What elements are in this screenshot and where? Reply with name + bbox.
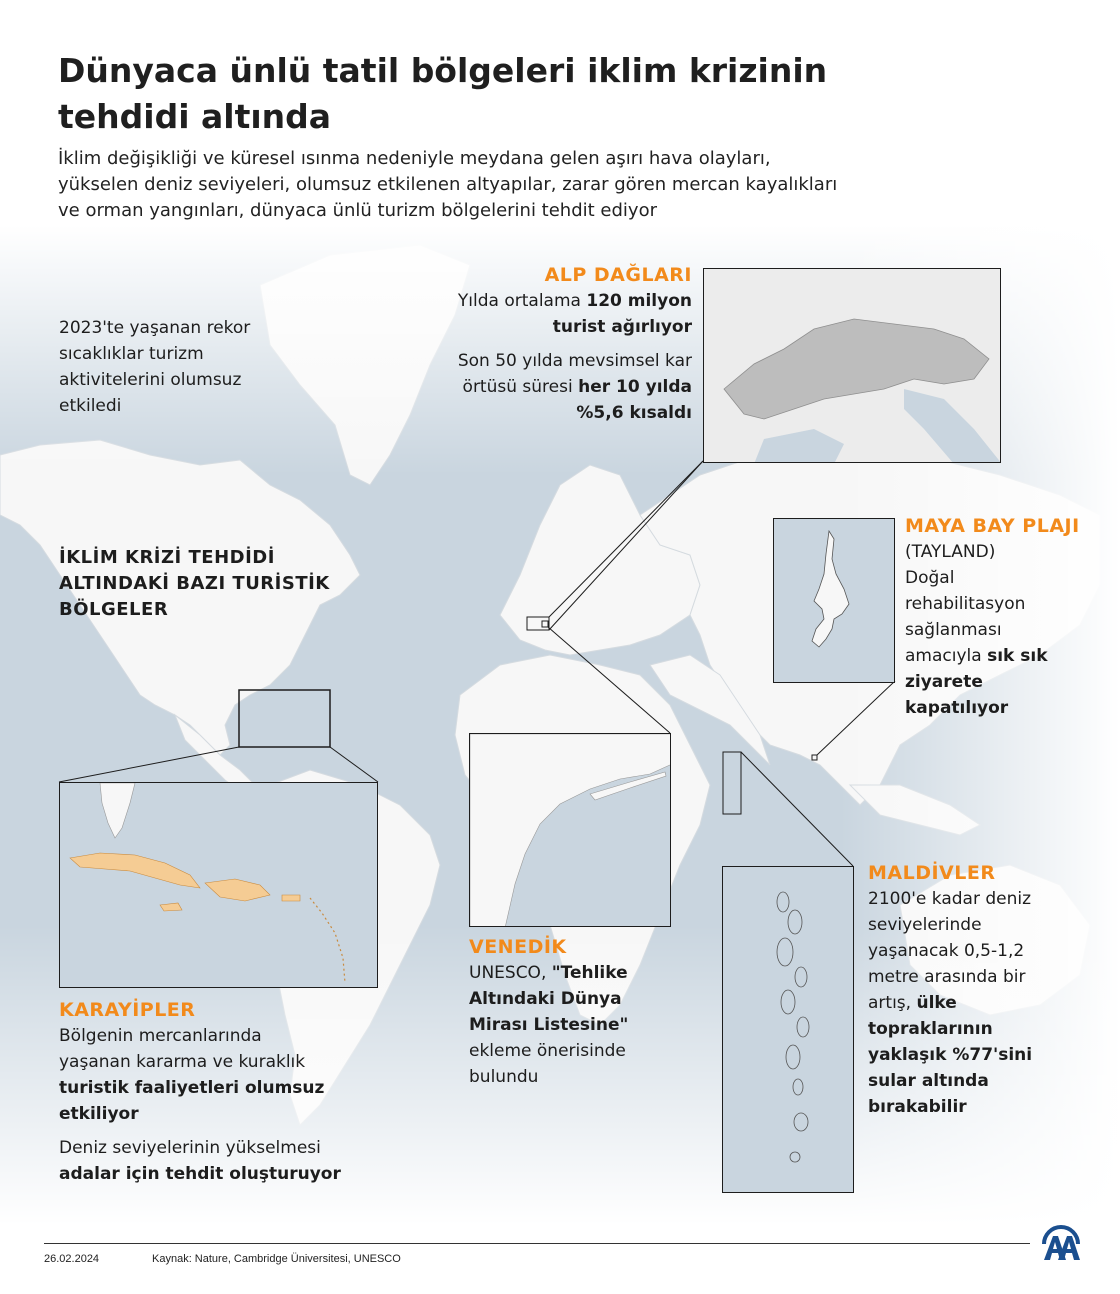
maya-bay-line-1: Doğal xyxy=(905,568,955,588)
intro-line-4: etkiledi xyxy=(59,396,122,416)
title-line-2: tehdidi altında xyxy=(58,97,332,136)
footer-date: 26.02.2024 xyxy=(44,1253,100,1265)
puerto-rico xyxy=(282,895,300,901)
maldives-line-9: bırakabilir xyxy=(868,1097,967,1117)
maya-bay-line-2: rehabilitasyon xyxy=(905,594,1026,614)
maldives-marker xyxy=(723,752,741,814)
maldives-line-7: yaklaşık %77'sini xyxy=(868,1045,1033,1065)
maya-bay-line-6: kapatılıyor xyxy=(905,698,1009,718)
alps-connector-bottom xyxy=(549,461,703,630)
atoll xyxy=(797,1017,809,1037)
atoll xyxy=(790,1152,800,1162)
venice-text xyxy=(469,934,679,1090)
florida xyxy=(100,783,135,838)
venice-lagoon xyxy=(470,734,671,927)
venice-line-4: ekleme önerisinde xyxy=(469,1041,626,1061)
maldives-line-1: 2100'e kadar deniz xyxy=(868,889,1032,909)
atoll xyxy=(794,1113,808,1131)
atoll xyxy=(793,1079,803,1095)
maldives-inset-map xyxy=(722,866,854,1193)
hispaniola xyxy=(205,879,270,901)
alps-marker xyxy=(527,617,549,630)
caribbean-line-1: Bölgenin mercanlarında xyxy=(59,1026,262,1046)
maya-bay-line-5: ziyarete xyxy=(905,672,983,692)
venice-line-1a: UNESCO, xyxy=(469,963,552,983)
maya-bay-title: MAYA BAY PLAJI xyxy=(905,515,1080,537)
caribbean-fact-2 xyxy=(59,1135,389,1187)
maya-bay-inset-map xyxy=(773,518,895,683)
alps-fact-2 xyxy=(400,348,692,426)
caribbean-line-2: yaşanan kararma ve kuraklık xyxy=(59,1052,306,1072)
caribbean-line-5: Deniz seviyelerinin yükselmesi xyxy=(59,1138,321,1158)
intro-line-2: sıcaklıklar turizm xyxy=(59,344,204,364)
alps-fact-2d: %5,6 kısaldı xyxy=(576,403,692,423)
alps-fact-1c: turist ağırlıyor xyxy=(552,317,692,337)
venice-inset-map xyxy=(469,733,671,927)
venice-mainland xyxy=(470,734,671,927)
caribbean-islands xyxy=(60,783,378,988)
aa-logo-icon xyxy=(1040,1222,1082,1262)
section-heading-line-3: BÖLGELER xyxy=(59,599,169,620)
alps-relief xyxy=(704,269,1001,463)
section-heading-line-1: İKLİM KRİZİ TEHDİDİ xyxy=(59,547,275,568)
maldives-line-3: yaşanacak 0,5-1,2 xyxy=(868,941,1025,961)
jamaica xyxy=(160,903,182,911)
subtitle-line-3: ve orman yangınları, dünyaca ünlü turizm bölgelerini tehdit ediyor xyxy=(58,200,657,221)
venice-marker xyxy=(542,621,548,627)
maldives-line-6: topraklarının xyxy=(868,1019,993,1039)
atoll xyxy=(786,1045,800,1069)
atoll xyxy=(777,938,793,966)
subtitle-line-2: yükselen deniz seviyeleri, olumsuz etkilenen altyapılar, zarar gören mercan kayalıkları xyxy=(58,174,838,195)
venice-connector xyxy=(548,627,670,733)
caribbean-marker xyxy=(239,690,330,747)
venice-title: VENEDİK xyxy=(469,936,567,958)
alps-fact-2c: her 10 yılda xyxy=(578,377,692,397)
alps-fact-1 xyxy=(400,288,692,340)
alps-text xyxy=(400,262,692,426)
maya-bay-line-4a: amacıyla xyxy=(905,646,988,666)
maya-bay-line-4b: sık sık xyxy=(987,646,1048,666)
maldives-text xyxy=(868,860,1083,1120)
caribbean-connector-right xyxy=(330,747,378,782)
maya-bay-connector xyxy=(817,681,895,755)
alps-fact-1a: Yılda ortalama xyxy=(457,291,587,311)
footer-source: Kaynak: Nature, Cambridge Üniversitesi, UNESCO xyxy=(152,1253,401,1265)
maldives-atolls xyxy=(723,867,854,1193)
alps-fact-2b: örtüsü süresi xyxy=(462,377,579,397)
atoll-chain xyxy=(777,892,809,1162)
caribbean-connector-left xyxy=(59,747,239,782)
intro-line-1: 2023'te yaşanan rekor xyxy=(59,318,251,338)
atoll xyxy=(781,990,795,1014)
caribbean-line-6: adalar için tehdit oluşturuyor xyxy=(59,1164,341,1184)
maldives-line-2: seviyelerinde xyxy=(868,915,982,935)
footer-divider xyxy=(44,1243,1030,1244)
intro-line-3: aktivitelerini olumsuz xyxy=(59,370,242,390)
alps-connector-top xyxy=(549,461,703,617)
venice-line-5: bulundu xyxy=(469,1067,539,1087)
caribbean-text xyxy=(59,997,389,1187)
maya-bay-text xyxy=(905,513,1105,721)
caribbean-inset-map xyxy=(59,782,378,988)
venice-line-3: Mirası Listesine" xyxy=(469,1015,629,1035)
phi-phi-land xyxy=(812,531,849,647)
atoll xyxy=(795,967,807,987)
maldives-line-8: sular altında xyxy=(868,1071,989,1091)
venice-line-2: Altındaki Dünya xyxy=(469,989,622,1009)
alps-title: ALP DAĞLARI xyxy=(544,264,692,286)
subtitle-line-1: İklim değişikliği ve küresel ısınma nedeniyle meydana gelen aşırı hava olayları, xyxy=(58,148,771,169)
maldives-line-5a: artış, xyxy=(868,993,917,1013)
maldives-line-4: metre arasında bir xyxy=(868,967,1026,987)
alps-fact-1b: 120 milyon xyxy=(586,291,692,311)
atoll xyxy=(788,910,802,934)
venice-line-1b: "Tehlike xyxy=(551,963,628,983)
maya-bay-line-3: sağlanması xyxy=(905,620,1002,640)
phi-phi-island xyxy=(774,519,895,683)
alps-fact-2a: Son 50 yılda mevsimsel kar xyxy=(457,351,692,371)
title-line-1: Dünyaca ünlü tatil bölgeleri iklim krizinin xyxy=(58,51,828,90)
maya-bay-country: (TAYLAND) xyxy=(905,542,996,562)
maldives-line-5b: ülke xyxy=(916,993,957,1013)
atoll xyxy=(777,892,789,912)
maldives-connector xyxy=(741,752,853,866)
section-heading-line-2: ALTINDAKİ BAZI TURİSTİK xyxy=(59,573,330,594)
alps-inset-map xyxy=(703,268,1001,463)
maya-bay-marker xyxy=(812,755,817,760)
lesser-antilles xyxy=(310,898,345,983)
caribbean-line-4: etkiliyor xyxy=(59,1104,139,1124)
caribbean-line-3: turistik faaliyetleri olumsuz xyxy=(59,1078,325,1098)
intro-text xyxy=(59,315,250,419)
cuba xyxy=(70,853,200,888)
section-heading xyxy=(59,545,330,623)
caribbean-title: KARAYİPLER xyxy=(59,999,196,1021)
maldives-title: MALDİVLER xyxy=(868,862,996,884)
